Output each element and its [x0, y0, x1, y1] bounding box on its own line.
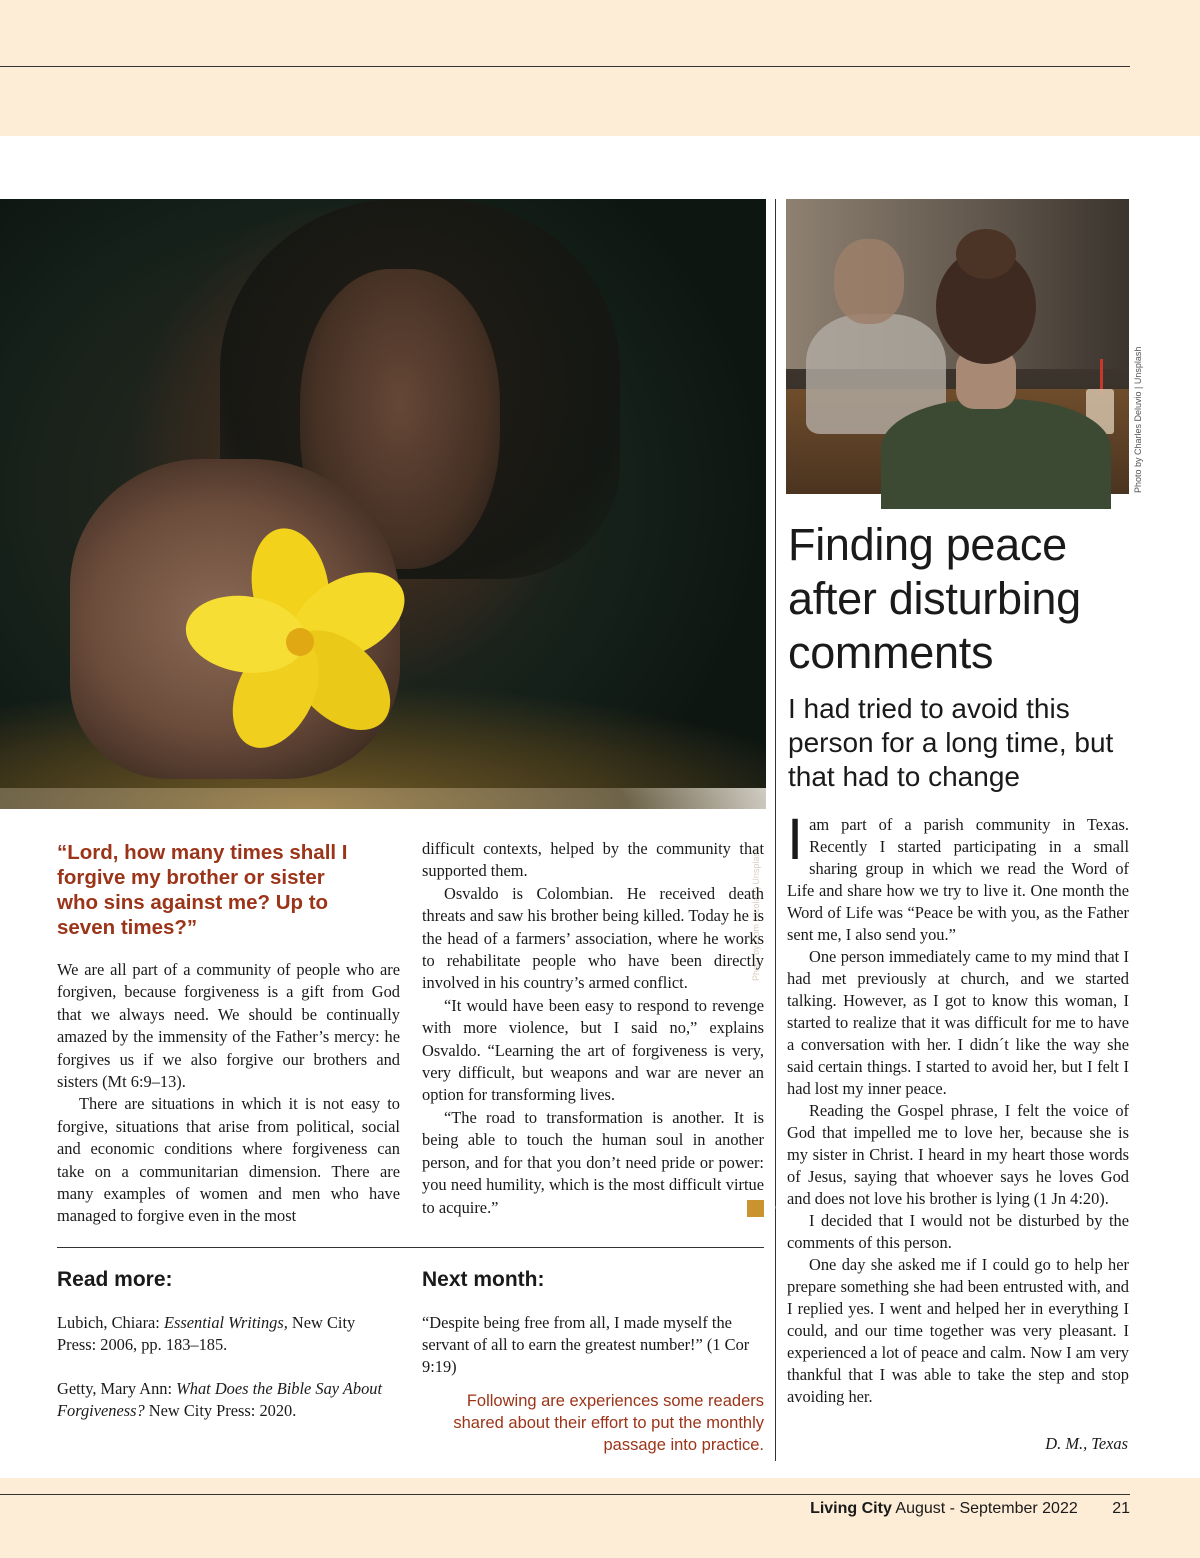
- column-divider: [775, 199, 776, 1461]
- read-more-heading: Read more:: [57, 1268, 173, 1291]
- column-paragraph: [422, 1107, 784, 1219]
- photo-woman-body: [881, 399, 1111, 509]
- article-paragraph: Reading the Gospel phrase, I felt the voice of God that impelled me to love her, because she is my sister in Christ. I heard in my heart those words of Jesus, saying that whoever says he loves God and does not love his brother is lying (1 Jn 4:20).: [787, 1101, 1129, 1208]
- pull-quote: “Lord, how many times shall I forgive my brother or sister who sins against me? Up to seven times?”: [57, 841, 348, 939]
- followup-note: Following are experiences some readers shared about their effort to put the monthly passage into practice.: [453, 1392, 764, 1454]
- reference-publisher: New City Press: 2020.: [144, 1401, 297, 1420]
- cafe-photo: [786, 199, 1129, 494]
- photo-man-head: [834, 239, 904, 324]
- article-title: Finding peace after disturbing comments: [788, 519, 1081, 678]
- article-subtitle: I had tried to avoid this person for a long time, but that had to change: [788, 693, 1114, 792]
- end-mark-icon: LC: [747, 1200, 764, 1217]
- reference-title: What Does the Bible Say About Forgiveness?: [57, 1379, 383, 1420]
- column-paragraph: “It would have been easy to respond to revenge with more violence, but I said no,” explains Osvaldo. “Learning the art of forgiveness is very, very difficult, but weapons and war are never an option for transforming lives.: [422, 995, 764, 1105]
- column-paragraph: difficult contexts, helped by the community that supported them.: [422, 839, 764, 881]
- article-first-text: am part of a parish community in Texas. Recently I started participating in a small sharing group in which we read the Word of Life and share how we try to live it. One month the Word of Life was “Peace be with you, as the Father sent me, I also send you.”: [787, 815, 1129, 944]
- next-month-heading: Next month:: [422, 1268, 545, 1291]
- column-paragraph: There are situations in which it is not easy to forgive, situations that arise from political, social and economic conditions where forgiveness can take on a communitarian dimension. There are many examples of women and men who have managed to forgive even in the most: [57, 1094, 400, 1226]
- header-band: [0, 0, 1200, 136]
- article-paragraph: I decided that I would not be disturbed by the comments of this person.: [787, 1211, 1129, 1252]
- reference-title: Essential Writings,: [163, 1313, 288, 1332]
- article-paragraph: One person immediately came to my mind that I had met previously at church, and we started talking. However, as I got to know this woman, I started to realize that it was difficult for me to have a conversation with her. I didn´t like the way she said certain things. I started to avoid her, but I felt I had lost my inner peace.: [787, 947, 1129, 1098]
- column-one: [57, 959, 400, 1228]
- photo-woman-bun: [956, 229, 1016, 279]
- footer-band: [0, 1478, 1200, 1558]
- photo-credit: Photo by Dom Nicolas | Unsplash: [751, 847, 761, 981]
- reference-publisher: New City Press: 2006, pp. 183–185.: [57, 1313, 356, 1354]
- reference-author: Getty, Mary Ann:: [57, 1379, 177, 1398]
- next-month-quote: “Despite being free from all, I made myself the servant of all to earn the greatest number!” (1 Cor 9:19): [422, 1313, 750, 1376]
- drop-cap: I: [787, 807, 804, 872]
- column-paragraph: Osvaldo is Colombian. He received death threats and saw his brother being killed. Today he is the head of a farmers’ association, where he works to rehabilitate people who have been directly involved in his country’s armed conflict.: [422, 883, 764, 993]
- section-rule: [57, 1247, 764, 1248]
- article-signature: D. M., Texas: [1045, 1434, 1128, 1453]
- reference-item: [57, 1312, 387, 1356]
- article-paragraph: One day she asked me if I could go to help her prepare something she had been entrusted with, and I replied yes. I went and helped her in everything I could, and our time together was very pleasant. I experienced a lot of peace and calm. Now I am very thankful that I was able to take the step and stop avoiding her.: [787, 1255, 1129, 1406]
- yellow-flower: [205, 524, 415, 744]
- footer-rule: [0, 1494, 1130, 1495]
- column-paragraph: We are all part of a community of people who are forgiven, because forgiveness is a gift from God that we always need. We should be continually amazed by the immensity of the Father’s mercy: he forgives us if we also forgive our brothers and sisters (Mt 6:9–13).: [57, 960, 400, 1092]
- next-month-text: [422, 1312, 764, 1378]
- page-footer: [760, 1500, 1130, 1518]
- read-more-list: [57, 1312, 387, 1444]
- article-body: [787, 807, 1129, 1408]
- column-two: [422, 838, 784, 1219]
- side-photo-credit: Photo by Charles Deluvio | Unsplash: [1133, 346, 1143, 493]
- page-number: 21: [1112, 1500, 1130, 1517]
- column-paragraph-text: “The road to transformation is another. It is being able to touch the human soul in another person, and for that you don’t need pride or power: you need humility, which is the most difficult virtue to acquire.”: [422, 1107, 764, 1217]
- reference-item: [57, 1378, 387, 1422]
- header-rule: [0, 66, 1130, 67]
- issue-date: August - September 2022: [895, 1500, 1078, 1517]
- article-first-paragraph: [787, 807, 1129, 946]
- reference-author: Lubich, Chiara:: [57, 1313, 164, 1332]
- magazine-name: Living City: [810, 1500, 892, 1517]
